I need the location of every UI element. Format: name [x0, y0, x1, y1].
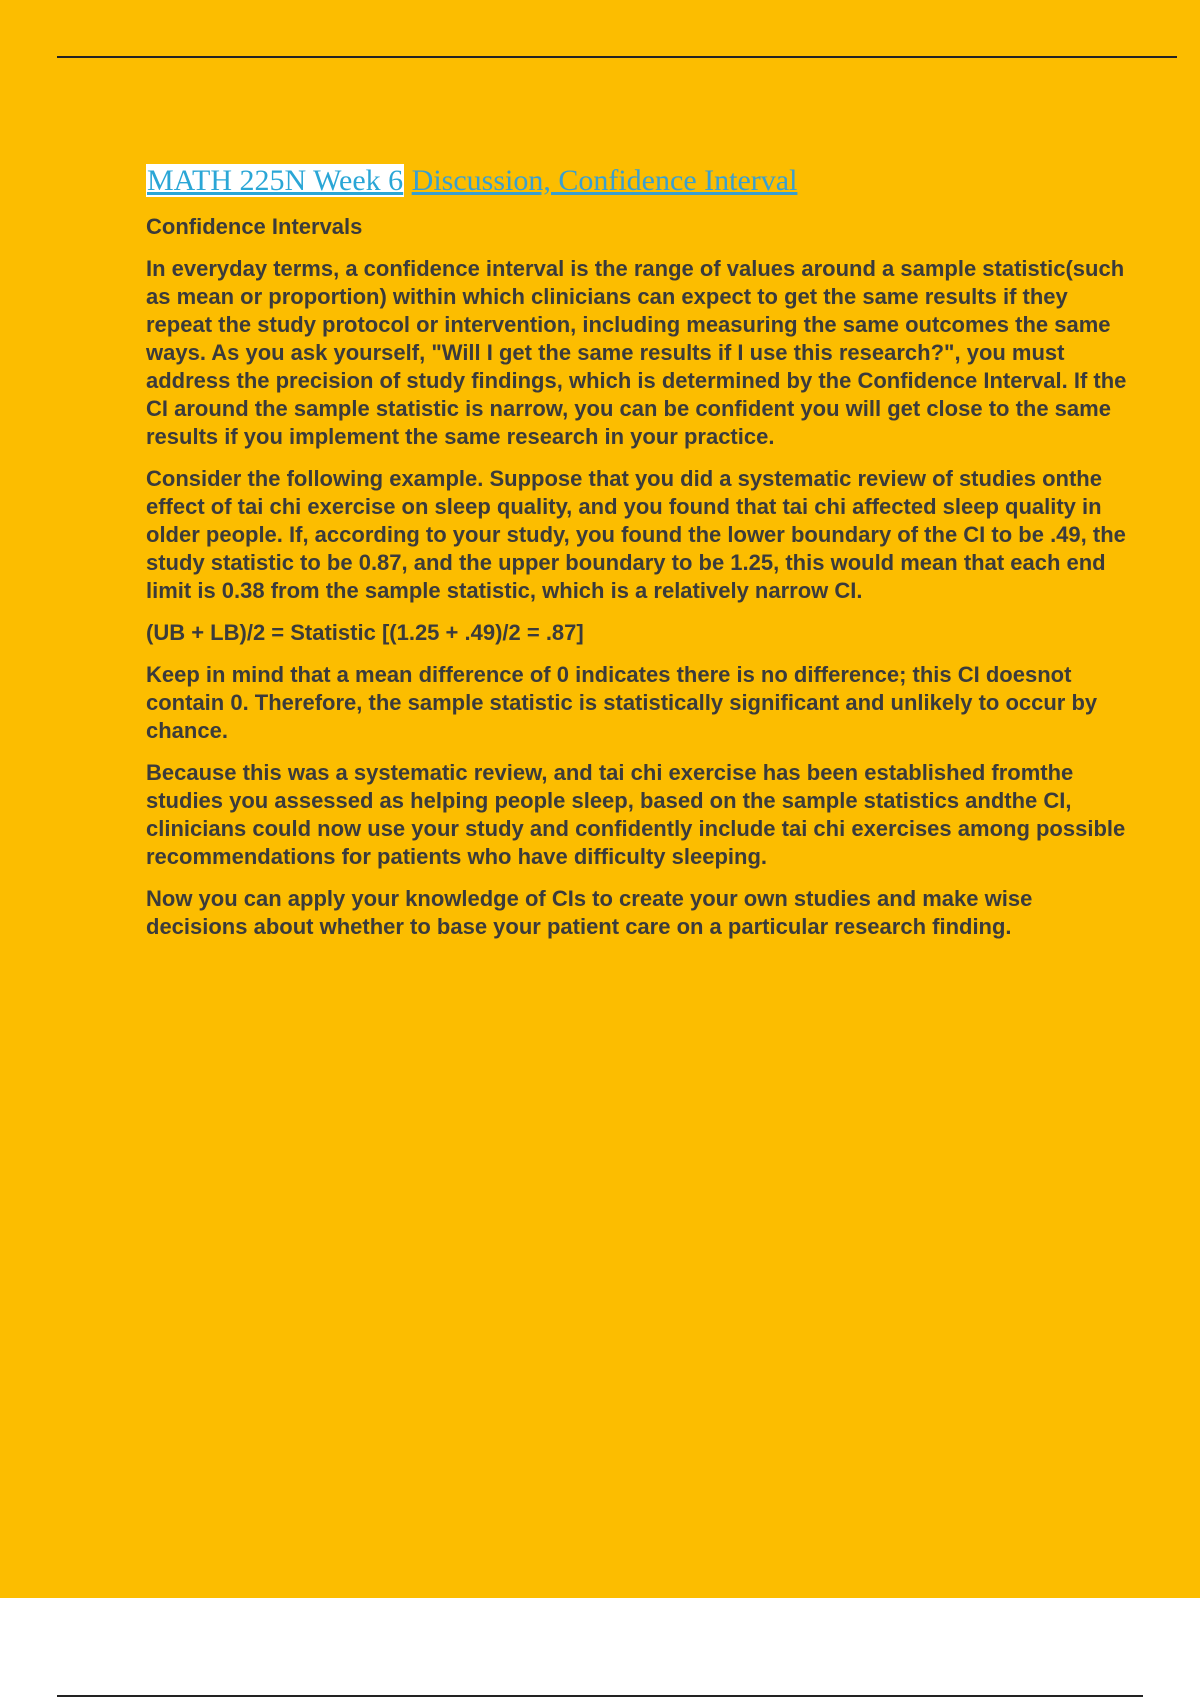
paragraph-conclusion: Now you can apply your knowledge of CIs to create your own studies and make wise decisions about whether to base your patient care on a particular research finding. — [146, 886, 1033, 939]
paragraph-application: Because this was a systematic review, and tai chi exercise has been established fromthe studies you assessed as helping people sleep, based on the sample statistics andthe CI, clinicians could now use your study and confidently include tai chi exercises among possible recommendations for patients who have difficulty sleeping. — [146, 760, 1126, 869]
bottom-divider — [57, 1695, 1143, 1697]
document-title — [146, 163, 1130, 199]
paragraph-significance: Keep in mind that a mean difference of 0 indicates there is no difference; this CI doesnot contain 0. Therefore, the sample statistic is statistically significant and unlikely to occur by chance. — [146, 662, 1098, 743]
title-link-course[interactable]: MATH 225N Week 6 — [147, 164, 404, 197]
section-heading: Confidence Intervals — [146, 214, 363, 239]
document-body — [146, 163, 1130, 955]
paragraph-definition: In everyday terms, a confidence interval is the range of values around a sample statistic(such as mean or proportion) within which clinicians can expect to get the same results if they repeat the study protocol or intervention, including measuring the same outcomes the same ways. As you ask yourself, "Will I get the same results if I use this research?", you must address the precision of study findings, which is determined by the Confidence Interval. If the CI around the sample statistic is narrow, you can be confident you will get close to the same results if you implement the same research in your practice. — [146, 256, 1127, 449]
paragraph-example: Consider the following example. Suppose that you did a systematic review of studies onthe effect of tai chi exercise on sleep quality, and you found that tai chi affected sleep quality in older people. If, according to your study, you found the lower boundary of the CI to be .49, the study statistic to be 0.87, and the upper boundary to be 1.25, this would mean that each end limit is 0.38 from the sample statistic, which is a relatively narrow CI. — [146, 466, 1126, 603]
title-link-topic[interactable]: Discussion, Confidence Interval — [411, 164, 798, 197]
paragraph-formula: (UB + LB)/2 = Statistic [(1.25 + .49)/2 = .87] — [146, 620, 584, 645]
top-divider — [57, 56, 1177, 58]
